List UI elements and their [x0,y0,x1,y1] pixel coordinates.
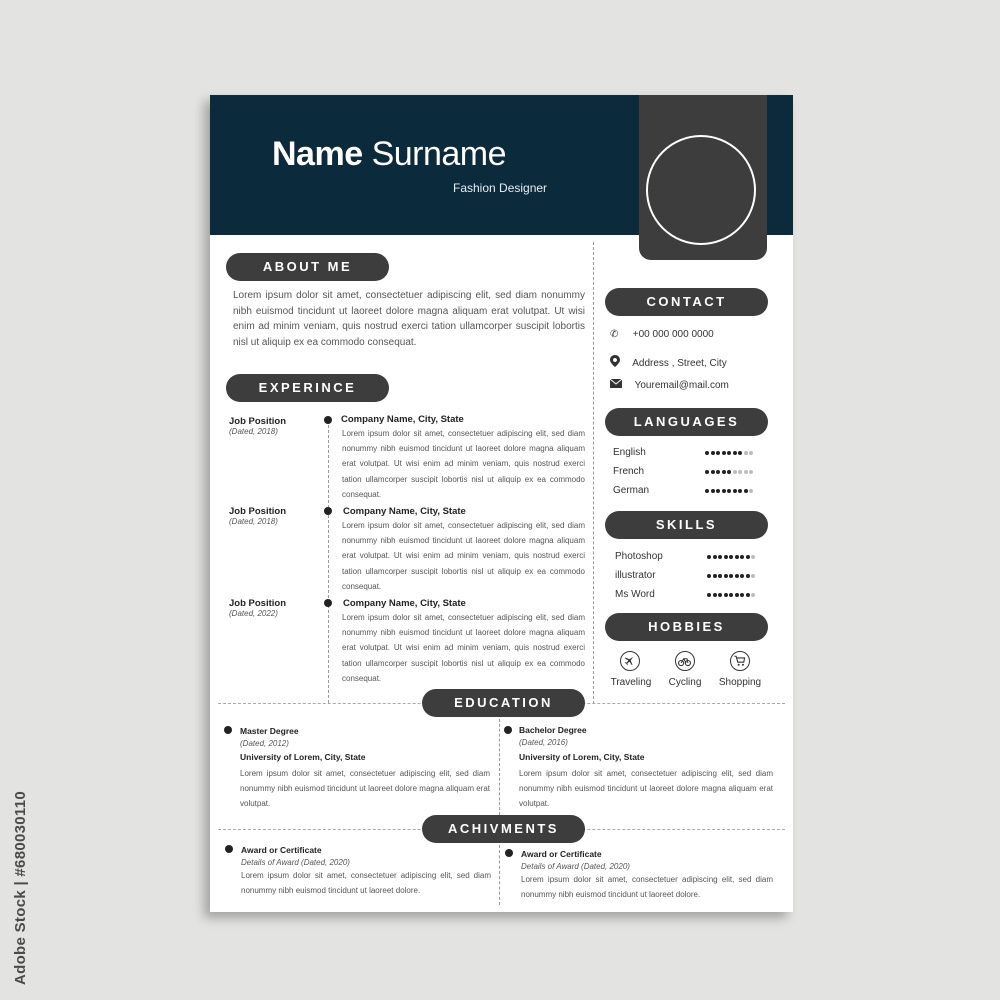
rating-dot [729,593,733,597]
contact-email [610,379,729,391]
rating-dot [746,574,750,578]
rating-dot [738,470,742,474]
skill-name: Ms Word [615,589,655,600]
column-divider [593,242,594,704]
rating-dot [727,470,731,474]
rating-dot [751,555,755,559]
rating-dot [716,451,720,455]
rating-dot [707,593,711,597]
language-name: English [613,447,646,458]
award-description: Lorem ipsum dolor sit amet, consectetuer adipiscing elit, sed diam nonummy nibh euismod tincidunt ut laoreet dolore. [521,875,773,900]
timeline-dot [324,599,332,607]
email-text: Youremail@mail.com [634,380,729,391]
education-column-divider [499,719,500,815]
location-pin-icon [610,355,620,367]
rating-dot [707,555,711,559]
hobby-label: Traveling [610,677,652,688]
stock-watermark-id: Adobe Stock | #680030110 [12,790,29,985]
rating-dot [705,489,709,493]
education-heading: EDUCATION [422,689,585,717]
achievements-heading: ACHIVMENTS [422,815,585,843]
rating-dot [735,574,739,578]
language-rating [705,489,755,493]
bullet-dot [505,849,513,857]
skills-heading: SKILLS [605,511,768,539]
job-position: Job Position [229,506,286,517]
company-name: Company Name, City, State [343,598,466,609]
bicycle-icon [675,651,695,671]
education-description: Lorem ipsum dolor sit amet, consectetuer adipiscing elit, sed diam nonummy nibh euismod tincidunt ut laoreet dolore magna aliquam erat volutpat. [240,769,490,809]
rating-dot [729,574,733,578]
job-date: (Dated, 2018) [229,517,278,526]
rating-dot [718,574,722,578]
rating-dot [713,574,717,578]
bullet-dot [224,726,232,734]
timeline-dot [324,416,332,424]
rating-dot [722,470,726,474]
award-title: Award or Certificate [241,845,322,855]
rating-dot [738,489,742,493]
about-text: Lorem ipsum dolor sit amet, consectetuer adipiscing elit, sed diam nonummy nibh euismod tincidunt ut laoreet dolore magna aliquam erat volutpat. Ut wisi enim ad minim veniam, quis nostrud exerci tation ullamcorper suscipit lobortis nisl ut aliquip ex ea commodo consequat. [233,290,585,348]
rating-dot [751,574,755,578]
contact-address [610,355,727,369]
experience-timeline [328,420,329,703]
company-name: Company Name, City, State [343,506,466,517]
job-description: Lorem ipsum dolor sit amet, consectetuer adipiscing elit, sed diam nonummy nibh euismod tincidunt ut laoreet dolore magna aliquam erat volutpat. Ut wisi enim ad minim veniam, quis nostrud exerci tation ullamcorper suscipit lobortis nisl ut aliquip ex ea commodo consequat. [342,429,585,499]
rating-dot [740,593,744,597]
rating-dot [744,451,748,455]
skill-name: Photoshop [615,551,663,562]
award-description: Lorem ipsum dolor sit amet, consectetuer adipiscing elit, sed diam nonummy nibh euismod tincidunt ut laoreet dolore. [241,871,491,896]
award-details: Details of Award (Dated, 2020) [521,862,630,871]
rating-dot [744,470,748,474]
experience-heading: EXPERINCE [226,374,389,402]
full-name [272,135,506,174]
job-description: Lorem ipsum dolor sit amet, consectetuer adipiscing elit, sed diam nonummy nibh euismod tincidunt ut laoreet dolore magna aliquam erat volutpat. Ut wisi enim ad minim veniam, quis nostrud exerci tation ullamcorper suscipit lobortis nisl ut aliquip ex ea commodo consequat. [342,521,585,591]
envelope-icon [610,379,622,388]
company-name: Company Name, City, State [341,414,464,425]
award-title: Award or Certificate [521,849,602,859]
hobby-label: Cycling [668,677,702,688]
rating-dot [729,555,733,559]
rating-dot [713,555,717,559]
rating-dot [705,470,709,474]
rating-dot [711,451,715,455]
hobby-label: Shopping [718,677,762,688]
rating-dot [705,451,709,455]
rating-dot [713,593,717,597]
school-name: University of Lorem, City, State [240,752,366,762]
rating-dot [724,574,728,578]
skill-rating [707,574,757,578]
rating-dot [722,451,726,455]
achievements-column-divider [499,845,500,905]
contact-phone [610,329,714,340]
rating-dot [727,451,731,455]
rating-dot [733,470,737,474]
airplane-icon [620,651,640,671]
phone-icon: ✆ [610,329,619,340]
rating-dot [711,489,715,493]
rating-dot [746,593,750,597]
address-text: Address , Street, City [632,358,727,369]
rating-dot [733,489,737,493]
rating-dot [716,470,720,474]
school-name: University of Lorem, City, State [519,752,645,762]
about-heading: ABOUT ME [226,253,389,281]
rating-dot [751,593,755,597]
rating-dot [716,489,720,493]
bullet-dot [504,726,512,734]
rating-dot [711,470,715,474]
rating-dot [744,489,748,493]
rating-dot [707,574,711,578]
skill-name: illustrator [615,570,656,581]
rating-dot [749,451,753,455]
rating-dot [724,593,728,597]
job-description: Lorem ipsum dolor sit amet, consectetuer adipiscing elit, sed diam nonummy nibh euismod tincidunt ut laoreet dolore magna aliquam erat volutpat. Ut wisi enim ad minim veniam, quis nostrud exerci tation ullamcorper suscipit lobortis nisl ut aliquip ex ea commodo consequat. [342,613,585,683]
languages-heading: LANGUAGES [605,408,768,436]
rating-dot [738,451,742,455]
rating-dot [733,451,737,455]
rating-dot [740,555,744,559]
rating-dot [740,574,744,578]
photo-placeholder [646,135,756,245]
language-rating [705,470,755,474]
language-rating [705,451,755,455]
rating-dot [749,470,753,474]
rating-dot [735,593,739,597]
timeline-dot [324,507,332,515]
rating-dot [735,555,739,559]
photo-tab [639,95,767,260]
contact-heading: CONTACT [605,288,768,316]
skill-rating [707,593,757,597]
rating-dot [727,489,731,493]
degree-date: (Dated, 2016) [519,738,568,747]
degree-name: Bachelor Degree [519,725,587,735]
phone-number: +00 000 000 0000 [632,329,714,340]
language-name: French [613,466,645,477]
award-details: Details of Award (Dated, 2020) [241,858,350,867]
shopping-cart-icon [730,651,750,671]
language-name: German [613,485,650,496]
first-name: Name [272,135,363,173]
job-date: (Dated, 2022) [229,609,278,618]
resume-sheet [210,95,793,912]
rating-dot [718,593,722,597]
bullet-dot [225,845,233,853]
degree-name: Master Degree [240,726,299,736]
rating-dot [718,555,722,559]
education-description: Lorem ipsum dolor sit amet, consectetuer adipiscing elit, sed diam nonummy nibh euismod tincidunt ut laoreet dolore magna aliquam erat volutpat. [519,769,773,809]
skill-rating [707,555,757,559]
hobbies-heading: HOBBIES [605,613,768,641]
job-position: Job Position [229,598,286,609]
job-title: Fashion Designer [453,181,548,195]
degree-date: (Dated, 2012) [240,739,289,748]
job-date: (Dated, 2018) [229,427,278,436]
last-name: Surname [371,135,507,173]
rating-dot [724,555,728,559]
rating-dot [749,489,753,493]
rating-dot [746,555,750,559]
job-position: Job Position [229,416,286,427]
rating-dot [722,489,726,493]
